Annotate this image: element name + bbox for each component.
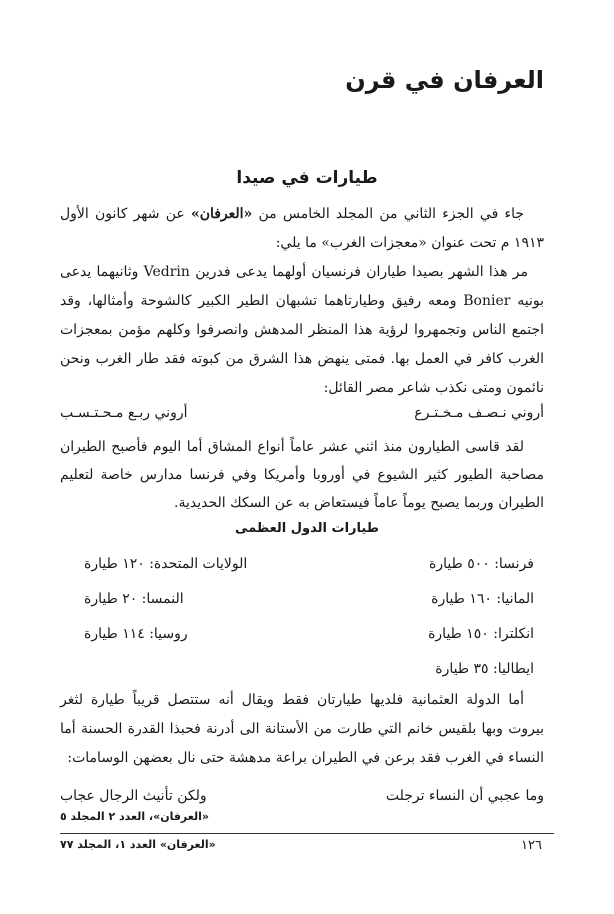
aviation-paragraph: لقد قاسى الطيارون منذ اثني عشر عاماً أنواع المشاق أما اليوم فأصبح الطيران مصاحبة الطيور كثير الشيوع في أوروبا وأمريكا وفي فرنسا مدارس خاصة لتعليم الطيران وربما يصبح يوماً عاماً فيستعاض به عن السكك الحديدية. <box>60 439 544 511</box>
ottoman-paragraph: أما الدولة العثمانية فلديها طيارتان فقط ويقال أنه ستتصل قريباً طيارة لثغر بيروت وبها بلقيس خانم التي طارت من الأستانة الى أدرنة فحبذا القدرة الحسنة أما النساء في الغرب فقد برعن في الطيران براعة مدهشة حتى نال بعضهن الوسامات: <box>60 692 544 766</box>
poem-verse-2 <box>60 788 544 804</box>
verse-2-first-hemistich: وما عجبي أن النساء ترجلت <box>385 788 544 804</box>
intro-text-before: جاء في الجزء الثاني من المجلد الخامس من <box>252 206 524 222</box>
magazine-name: «العرفان» <box>190 206 253 222</box>
fleet-entry-germany: المانيا: ١٦٠ طيارة <box>431 591 534 607</box>
page-number: ١٢٦ <box>521 838 542 853</box>
fleet-entry-france: فرنسا: ٥٠٠ طيارة <box>429 556 534 572</box>
fleet-entry-austria: النمسا: ٢٠ طيارة <box>84 591 184 607</box>
verse-1-first-hemistich: أروني نـصـف مـخـتـرع <box>414 405 544 421</box>
fleets-table <box>84 556 534 696</box>
verse-1-second-hemistich: أروني ربـع مـحـتـسـب <box>60 405 188 421</box>
ottoman-paragraph-block <box>60 686 544 773</box>
fleets-heading: طيارات الدول العظمى <box>235 521 379 536</box>
intro-text-after: عن شهر كانون الأول ١٩١٣ م تحت عنوان «معجزات الغرب» ما يلي: <box>60 206 544 251</box>
fleet-entry-russia: روسيا: ١١٤ طيارة <box>84 626 188 642</box>
fleet-entry-england: انكلترا: ١٥٠ طيارة <box>428 626 534 642</box>
running-footer-title: «العرفان» العدد ١، المجلد ٧٧ <box>60 838 216 851</box>
chapter-header-title: العرفان في قرن <box>345 66 544 94</box>
fleet-entry-usa: الولايات المتحدة: ١٢٠ طيارة <box>84 556 248 572</box>
article-title: طيارات في صيدا <box>236 168 378 188</box>
source-citation: «العرفان»، العدد ٢ المجلد ٥ <box>60 810 209 823</box>
verse-2-second-hemistich: ولكن تأنيث الرجال عجاب <box>60 788 207 804</box>
aviation-paragraph-block <box>60 433 544 517</box>
intro-paragraph <box>60 200 544 258</box>
quoted-report-paragraph: مر هذا الشهر بصيدا طياران فرنسيان أولهما يدعى فدرين Vedrin وثانيهما يدعى بونيه Bonier ومعه رفيق وطيارتاهما تشبهان الطير الكبير كالشوحة وأمثالها، وقد اجتمع الناس وتجمهروا لرؤية هذا المنظر المدهش وانصرفوا وكلهم مؤمن بمعجزات الغرب كافر في العمل بها. فمتى ينهض هذا الشرق من كبوته فقد طار الغرب ونحن نائمون ومتى نكذب شاعر مصر القائل: <box>60 264 544 396</box>
fleet-entry-italy: ايطاليا: ٣٥ طيارة <box>435 661 534 677</box>
poem-verse-1 <box>60 405 544 421</box>
footer-divider <box>60 833 554 834</box>
article-intro <box>60 200 544 403</box>
